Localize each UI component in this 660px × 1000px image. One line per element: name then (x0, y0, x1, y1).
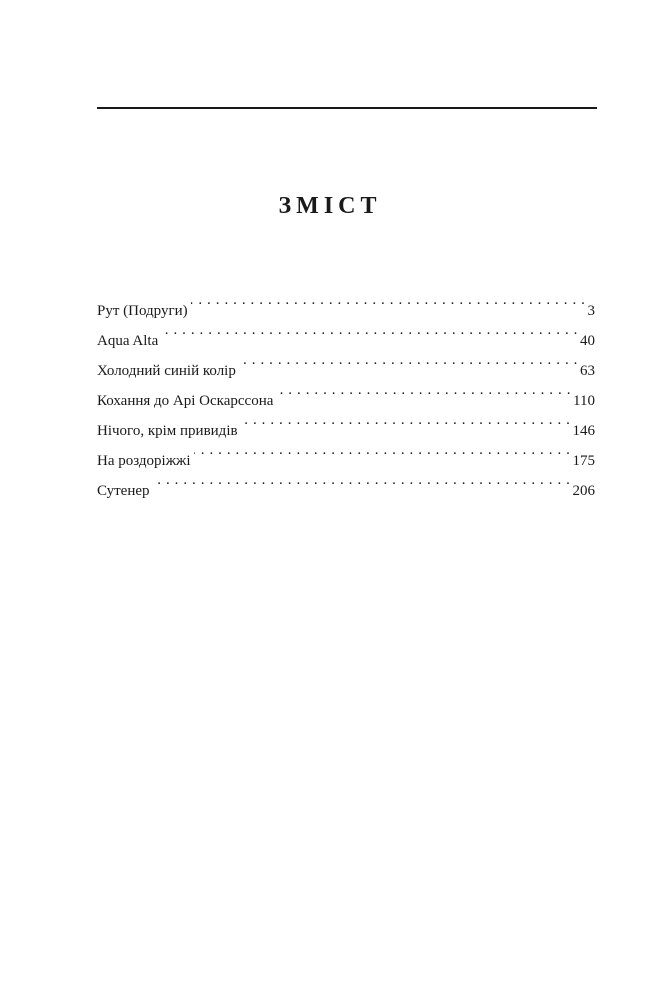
toc-page-number: 146 (572, 423, 595, 439)
toc-entry (97, 285, 595, 319)
toc-page-number: 63 (580, 363, 595, 379)
toc-entry-title: Кохання до Арі Оскарссона (97, 393, 274, 409)
dot-leader (239, 345, 578, 375)
toc-entry-title: Сутенер (97, 483, 150, 499)
dot-leader (276, 375, 571, 405)
toc-entry (97, 345, 595, 379)
dot-leader (153, 465, 571, 495)
toc-entry-title: На роздоріжжі (97, 453, 191, 469)
toc-entry-title: Aqua Alta (97, 333, 159, 349)
toc-entry (97, 465, 595, 499)
toc-page-number: 175 (572, 453, 595, 469)
header-rule (97, 107, 597, 109)
toc-page-number: 3 (587, 303, 595, 319)
toc-page-number: 206 (572, 483, 595, 499)
toc-page-number: 110 (573, 393, 595, 409)
dot-leader (194, 435, 571, 465)
dot-leader (191, 285, 586, 315)
toc-entry (97, 315, 595, 349)
dot-leader (161, 315, 578, 345)
page-title: ЗМІСТ (278, 193, 382, 219)
toc-page-number: 40 (580, 333, 595, 349)
table-of-contents (97, 285, 595, 499)
toc-entry-title: Рут (Подруги) (97, 303, 188, 319)
toc-entry-title: Нічого, крім привидів (97, 423, 238, 439)
toc-entry-title: Холодний синій колір (97, 363, 236, 379)
dot-leader (241, 405, 571, 435)
